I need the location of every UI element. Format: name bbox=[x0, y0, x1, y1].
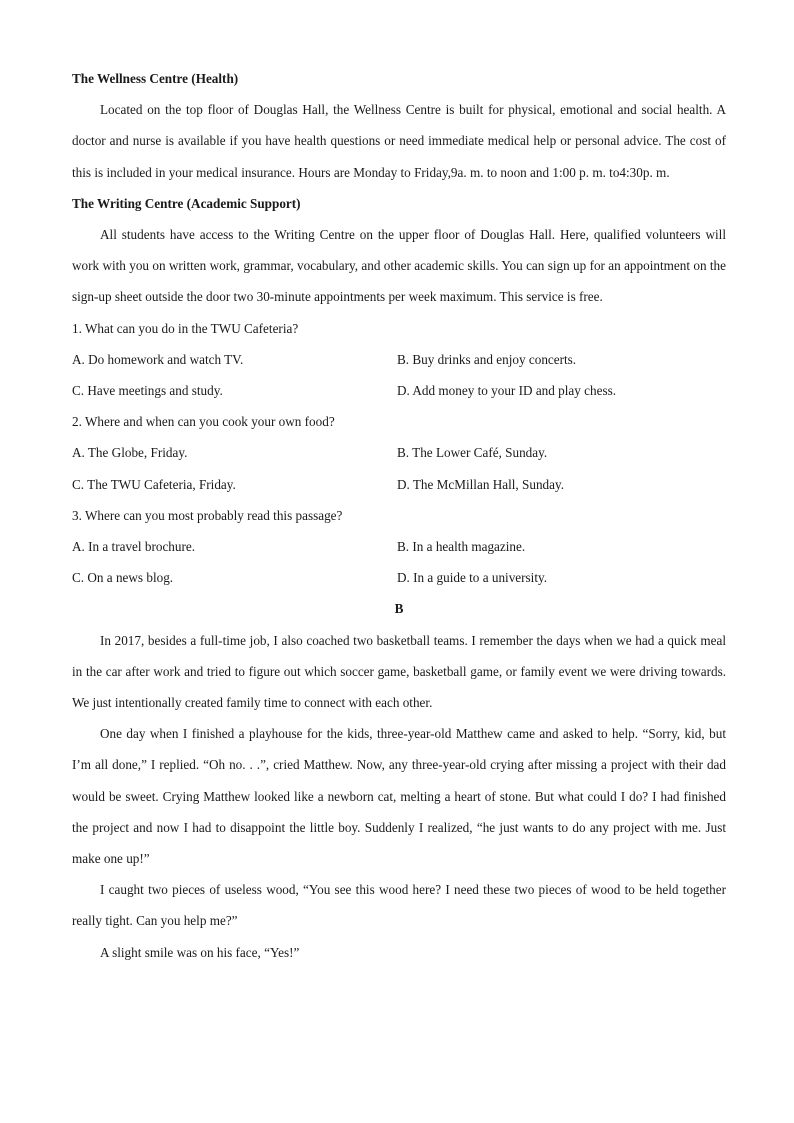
question-3-option-b: B. In a health magazine. bbox=[397, 539, 526, 555]
writing-centre-heading: The Writing Centre (Academic Support) bbox=[72, 195, 301, 211]
question-3-options bbox=[72, 531, 726, 593]
wellness-centre-heading: The Wellness Centre (Health) bbox=[72, 71, 239, 86]
question-3-option-a: A. In a travel brochure. bbox=[72, 539, 196, 555]
wellness-centre-paragraph: Located on the top floor of Douglas Hall, the Wellness Centre is built for physical, emotional and social health. A doctor and nurse is available if you have health questions or need immediate medical help or personal advice. The cost of this is included in your medical insurance. Hours are Monday to Friday,9a. m. to noon and 1:00 p. m. to4:30p. m. bbox=[72, 102, 726, 180]
question-1-option-b: B. Buy drinks and enjoy concerts. bbox=[397, 351, 577, 367]
question-3-stem: 3. Where can you most probably read this passage? bbox=[72, 507, 343, 523]
section-b-paragraph-3: I caught two pieces of useless wood, “You see this wood here? I need these two pieces of wood to be held together really tight. Can you help me?” bbox=[72, 882, 726, 929]
question-1-option-a: A. Do homework and watch TV. bbox=[72, 351, 244, 367]
question-2-options bbox=[72, 437, 726, 499]
question-2-option-c: C. The TWU Cafeteria, Friday. bbox=[72, 476, 236, 492]
question-3-option-c: C. On a news blog. bbox=[72, 570, 174, 586]
question-1-option-d: D. Add money to your ID and play chess. bbox=[397, 383, 617, 399]
question-3-option-d: D. In a guide to a university. bbox=[397, 570, 548, 586]
document-page bbox=[72, 63, 726, 968]
question-1-stem: 1. What can you do in the TWU Cafeteria? bbox=[72, 320, 299, 336]
question-2-option-b: B. The Lower Café, Sunday. bbox=[397, 445, 548, 461]
question-2-stem: 2. Where and when can you cook your own food? bbox=[72, 414, 335, 430]
question-1-options bbox=[72, 344, 726, 406]
section-b-paragraph-1: In 2017, besides a full-time job, I also coached two basketball teams. I remember the days when we had a quick meal in the car after work and tried to figure out which soccer game, basketball game, or family event we were driving towards. We just intentionally created family time to connect with each other. bbox=[72, 632, 726, 711]
section-b-heading: B bbox=[394, 601, 404, 617]
section-b-paragraph-4: A slight smile was on his face, “Yes!” bbox=[100, 944, 300, 960]
question-2-option-a: A. The Globe, Friday. bbox=[72, 445, 188, 461]
question-2-option-d: D. The McMillan Hall, Sunday. bbox=[397, 476, 565, 492]
section-b-paragraph-2: One day when I finished a playhouse for the kids, three-year-old Matthew came and asked to help. “Sorry, kid, but I’m all done,” I replied. “Oh no. . .”, cried Matthew. Now, any three-year-old crying after missing a project with their dad would be sweet. Crying Matthew looked like a newborn cat, melting a heart of stone. But what could I do? I had finished the project and now I had to disappoint the little boy. Suddenly I realized, “he just wants to do any project with me. Just make one up!” bbox=[72, 726, 726, 867]
question-1-option-c: C. Have meetings and study. bbox=[72, 383, 223, 399]
writing-centre-paragraph: All students have access to the Writing Centre on the upper floor of Douglas Hall. Here, qualified volunteers will work with you on written work, grammar, vocabulary, and other academic skills. You can sign up for an appointment on the sign-up sheet outside the door two 30-minute appointments per week maximum. This service is free. bbox=[72, 227, 726, 305]
